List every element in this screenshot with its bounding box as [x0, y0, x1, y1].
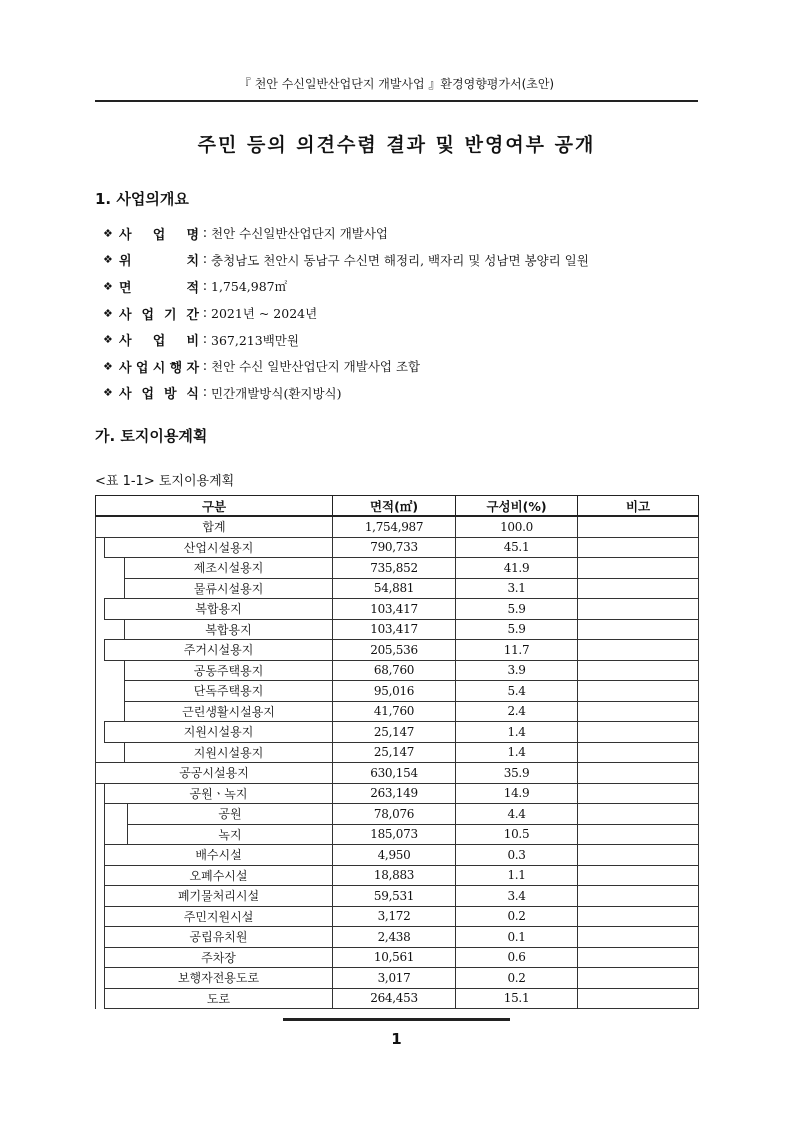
note-value	[578, 886, 699, 907]
overview-label-char: 행	[169, 360, 183, 376]
table-row	[96, 660, 699, 681]
table-row	[96, 599, 699, 620]
overview-label-char: 면	[119, 280, 132, 296]
ratio-value: 1.4	[456, 742, 578, 763]
overview-separator: :	[202, 358, 208, 374]
note-value	[578, 599, 699, 620]
indent-cell	[96, 701, 105, 722]
overview-label-char: 업	[141, 387, 155, 403]
overview-item	[103, 273, 589, 300]
ratio-value: 3.1	[456, 578, 578, 599]
overview-label-char: 위	[119, 254, 132, 270]
overview-label-char: 업	[135, 360, 149, 376]
overview-label-char: 사	[119, 307, 132, 323]
diamond-bullet-icon: ❖	[103, 279, 113, 293]
table-row	[96, 865, 699, 886]
land-use-name: 주민지원시설	[105, 906, 333, 927]
area-value: 264,453	[333, 988, 456, 1009]
indent-cell	[96, 804, 105, 825]
note-value	[578, 845, 699, 866]
area-value: 18,883	[333, 865, 456, 886]
indent-cell	[96, 968, 105, 989]
land-use-name: 공원ㆍ녹지	[105, 783, 333, 804]
table-row	[96, 804, 699, 825]
ratio-value: 3.9	[456, 660, 578, 681]
area-value: 3,017	[333, 968, 456, 989]
overview-label-char: 업	[152, 334, 166, 350]
overview-item	[103, 380, 589, 407]
area-value: 3,172	[333, 906, 456, 927]
overview-label	[119, 383, 199, 402]
header-note: 비고	[578, 496, 699, 517]
indent-cell	[96, 886, 105, 907]
land-use-name: 제조시설용지	[125, 558, 333, 579]
overview-label-char: 업	[152, 227, 166, 243]
table-row	[96, 701, 699, 722]
diamond-bullet-icon: ❖	[103, 253, 113, 267]
indent-cell	[96, 824, 105, 845]
area-value: 25,147	[333, 722, 456, 743]
overview-label-char: 간	[186, 307, 199, 323]
land-use-name: 근린생활시설용지	[125, 701, 333, 722]
overview-item	[103, 220, 589, 247]
overview-label-char: 치	[186, 254, 199, 270]
table-row	[96, 722, 699, 743]
area-value: 205,536	[333, 640, 456, 661]
overview-separator: :	[202, 305, 208, 321]
land-use-name: 배수시설	[105, 845, 333, 866]
ratio-value: 4.4	[456, 804, 578, 825]
area-value: 95,016	[333, 681, 456, 702]
indent-cell	[105, 619, 125, 640]
diamond-bullet-icon: ❖	[103, 306, 113, 320]
land-use-name: 산업시설용지	[105, 537, 333, 558]
overview-label-char: 사	[119, 334, 132, 350]
table-row	[96, 681, 699, 702]
area-value: 78,076	[333, 804, 456, 825]
overview-separator: :	[202, 278, 208, 294]
note-value	[578, 660, 699, 681]
ratio-value: 5.9	[456, 619, 578, 640]
indent-cell	[96, 845, 105, 866]
table-caption: <표 1-1> 토지이용계획	[95, 474, 235, 489]
overview-label-char: 기	[163, 307, 177, 323]
diamond-bullet-icon: ❖	[103, 359, 113, 373]
ratio-value: 1.1	[456, 865, 578, 886]
ratio-value: 1.4	[456, 722, 578, 743]
table-row	[96, 537, 699, 558]
note-value	[578, 824, 699, 845]
land-use-name: 주거시설용지	[105, 640, 333, 661]
overview-label	[119, 277, 199, 296]
overview-separator: :	[202, 252, 208, 268]
ratio-value: 0.6	[456, 947, 578, 968]
page-number: 1	[391, 1030, 402, 1048]
overview-value: 천안 수신 일반산업단지 개발사업 조합	[211, 359, 421, 375]
indent-cell	[105, 660, 125, 681]
land-use-name: 도로	[105, 988, 333, 1009]
note-value	[578, 619, 699, 640]
indent-cell	[96, 558, 105, 579]
table-row	[96, 742, 699, 763]
overview-value: 충청남도 천안시 동남구 수신면 해정리, 백자리 및 성남면 봉양리 일원	[211, 252, 589, 268]
area-value: 41,760	[333, 701, 456, 722]
diamond-bullet-icon: ❖	[103, 226, 113, 240]
diamond-bullet-icon: ❖	[103, 333, 113, 347]
land-use-name: 녹지	[128, 824, 333, 845]
area-value: 4,950	[333, 845, 456, 866]
table-row	[96, 968, 699, 989]
ratio-value: 41.9	[456, 558, 578, 579]
overview-label	[119, 304, 199, 323]
land-use-name: 오폐수시설	[105, 865, 333, 886]
table-row	[96, 927, 699, 948]
ratio-value: 100.0	[456, 516, 578, 537]
overview-label	[119, 224, 199, 243]
note-value	[578, 537, 699, 558]
header-rule	[95, 100, 698, 102]
overview-value: 1,754,987㎡	[211, 279, 288, 295]
overview-value: 천안 수신일반산업단지 개발사업	[211, 226, 388, 242]
ratio-value: 5.9	[456, 599, 578, 620]
header-ratio: 구성비(%)	[456, 496, 578, 517]
diamond-bullet-icon: ❖	[103, 386, 113, 400]
note-value	[578, 722, 699, 743]
overview-value: 민간개발방식(환지방식)	[211, 385, 342, 401]
note-value	[578, 906, 699, 927]
overview-item	[103, 326, 589, 353]
overview-separator: :	[202, 225, 208, 241]
note-value	[578, 947, 699, 968]
overview-label-char: 사	[119, 360, 132, 376]
land-use-name: 공립유치원	[105, 927, 333, 948]
land-use-table	[95, 495, 699, 1009]
ratio-value: 45.1	[456, 537, 578, 558]
area-value: 59,531	[333, 886, 456, 907]
table-row	[96, 783, 699, 804]
note-value	[578, 640, 699, 661]
indent-cell	[105, 681, 125, 702]
indent-cell	[105, 742, 125, 763]
indent-cell	[96, 640, 105, 661]
indent-cell	[105, 804, 128, 825]
table-row	[96, 845, 699, 866]
overview-list	[103, 220, 589, 406]
table-row	[96, 640, 699, 661]
ratio-value: 2.4	[456, 701, 578, 722]
overview-separator: :	[202, 332, 208, 348]
overview-item	[103, 353, 589, 380]
overview-label-char: 명	[186, 227, 199, 243]
ratio-value: 0.3	[456, 845, 578, 866]
area-value: 185,073	[333, 824, 456, 845]
area-value: 1,754,987	[333, 516, 456, 537]
section-heading-overview: 1. 사업의개요	[95, 190, 189, 208]
overview-label-char: 사	[119, 227, 132, 243]
indent-cell	[96, 906, 105, 927]
note-value	[578, 558, 699, 579]
area-value: 25,147	[333, 742, 456, 763]
note-value	[578, 516, 699, 537]
note-value	[578, 701, 699, 722]
ratio-value: 0.2	[456, 968, 578, 989]
note-value	[578, 927, 699, 948]
indent-cell	[105, 824, 128, 845]
footer-rule	[283, 1018, 510, 1021]
area-value: 263,149	[333, 783, 456, 804]
document-header: 『 천안 수신일반산업단지 개발사업 』환경영향평가서(초안)	[238, 77, 555, 91]
ratio-value: 5.4	[456, 681, 578, 702]
table-row	[96, 558, 699, 579]
note-value	[578, 865, 699, 886]
table-row	[96, 906, 699, 927]
note-value	[578, 578, 699, 599]
table-row	[96, 516, 699, 537]
note-value	[578, 742, 699, 763]
overview-label-char: 업	[141, 307, 155, 323]
table-row	[96, 619, 699, 640]
ratio-value: 11.7	[456, 640, 578, 661]
indent-cell	[96, 927, 105, 948]
note-value	[578, 783, 699, 804]
area-value: 103,417	[333, 599, 456, 620]
overview-label-char: 자	[186, 360, 199, 376]
area-value: 68,760	[333, 660, 456, 681]
overview-item	[103, 247, 589, 274]
note-value	[578, 968, 699, 989]
area-value: 2,438	[333, 927, 456, 948]
note-value	[578, 681, 699, 702]
note-value	[578, 763, 699, 784]
ratio-value: 10.5	[456, 824, 578, 845]
land-use-name: 합계	[96, 516, 333, 537]
indent-cell	[96, 660, 105, 681]
ratio-value: 14.9	[456, 783, 578, 804]
ratio-value: 0.2	[456, 906, 578, 927]
land-use-name: 공원	[128, 804, 333, 825]
table-row	[96, 988, 699, 1009]
overview-label-char: 식	[186, 387, 199, 403]
ratio-value: 0.1	[456, 927, 578, 948]
overview-item	[103, 300, 589, 327]
indent-cell	[96, 722, 105, 743]
overview-value: 367,213백만원	[211, 332, 299, 348]
overview-label	[119, 330, 199, 349]
ratio-value: 15.1	[456, 988, 578, 1009]
table-header-row	[96, 496, 699, 517]
land-use-name: 주차장	[105, 947, 333, 968]
overview-label-char: 시	[152, 360, 166, 376]
indent-cell	[96, 865, 105, 886]
land-use-name: 복합용지	[125, 619, 333, 640]
area-value: 103,417	[333, 619, 456, 640]
indent-cell	[96, 599, 105, 620]
indent-cell	[96, 742, 105, 763]
land-use-name: 지원시설용지	[125, 742, 333, 763]
area-value: 790,733	[333, 537, 456, 558]
land-use-name: 복합용지	[105, 599, 333, 620]
table-row	[96, 763, 699, 784]
indent-cell	[105, 701, 125, 722]
indent-cell	[105, 578, 125, 599]
table-row	[96, 886, 699, 907]
indent-cell	[96, 947, 105, 968]
land-use-name: 지원시설용지	[105, 722, 333, 743]
page-title: 주민 등의 의견수렴 결과 및 반영여부 공개	[197, 134, 596, 156]
note-value	[578, 804, 699, 825]
overview-separator: :	[202, 385, 208, 401]
land-use-name: 단독주택용지	[125, 681, 333, 702]
area-value: 735,852	[333, 558, 456, 579]
overview-label-char: 적	[186, 280, 199, 296]
land-use-name: 폐기물처리시설	[105, 886, 333, 907]
indent-cell	[96, 988, 105, 1009]
land-use-name: 보행자전용도로	[105, 968, 333, 989]
area-value: 630,154	[333, 763, 456, 784]
overview-label	[119, 357, 199, 376]
overview-value: 2021년 ~ 2024년	[211, 306, 318, 322]
overview-label	[119, 250, 199, 269]
header-category: 구분	[96, 496, 333, 517]
indent-cell	[96, 537, 105, 558]
land-use-name: 공동주택용지	[125, 660, 333, 681]
indent-cell	[96, 578, 105, 599]
overview-label-char: 사	[119, 387, 132, 403]
note-value	[578, 988, 699, 1009]
ratio-value: 35.9	[456, 763, 578, 784]
indent-cell	[96, 681, 105, 702]
table-row	[96, 947, 699, 968]
table-row	[96, 578, 699, 599]
ratio-value: 3.4	[456, 886, 578, 907]
indent-cell	[96, 783, 105, 804]
header-area: 면적(㎡)	[333, 496, 456, 517]
overview-label-char: 비	[186, 334, 199, 350]
area-value: 54,881	[333, 578, 456, 599]
section-heading-land-use: 가. 토지이용계획	[95, 427, 208, 445]
overview-label-char: 방	[163, 387, 177, 403]
indent-cell	[105, 558, 125, 579]
table-row	[96, 824, 699, 845]
land-use-name: 공공시설용지	[96, 763, 333, 784]
indent-cell	[96, 619, 105, 640]
land-use-name: 물류시설용지	[125, 578, 333, 599]
area-value: 10,561	[333, 947, 456, 968]
